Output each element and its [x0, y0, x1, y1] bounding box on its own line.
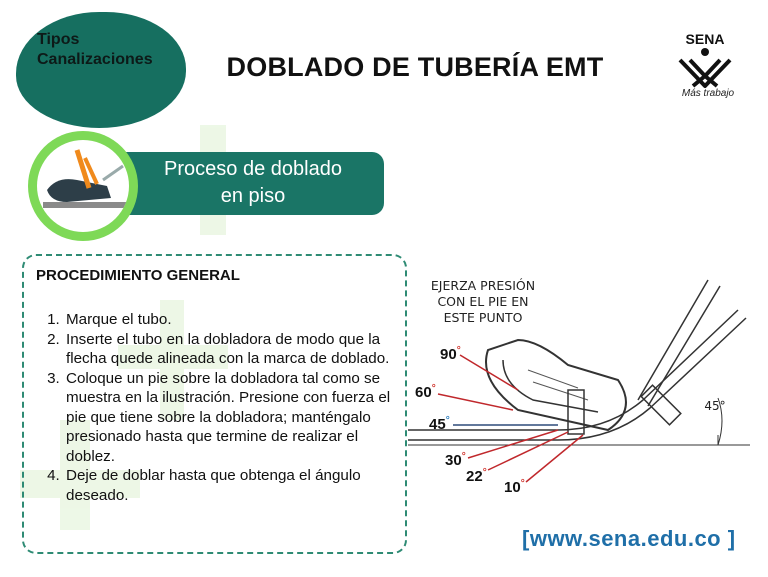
procedure-step: 4. Deje de doblar hasta que obtenga el ángulo deseado.	[64, 466, 400, 505]
diagram-caption-line2: CON EL PIE EN	[437, 294, 529, 309]
degree-marker: °	[456, 345, 461, 356]
icon-ring-inner	[37, 140, 129, 232]
angle-label-10	[504, 479, 525, 496]
angle-value: 10	[504, 479, 521, 496]
degree-marker: °	[482, 467, 487, 478]
procedure-step: 1. Marque el tubo.	[64, 310, 400, 330]
svg-text:SENA: SENA	[685, 31, 725, 47]
section-banner-line2: en piso	[220, 185, 286, 207]
section-banner-line1: Proceso de doblado	[164, 158, 342, 180]
angle-label-30	[445, 452, 466, 469]
angle-value: 60	[415, 384, 432, 401]
procedure-content	[36, 262, 400, 540]
degree-marker: °	[461, 451, 466, 462]
procedure-step: 2. Inserte el tubo en la dobladora de modo que la flecha quede alineada con la marca de doblado.	[64, 330, 400, 369]
section-tag	[37, 30, 153, 70]
section-tag-line2: Canalizaciones	[37, 51, 153, 68]
angle-value: 22	[466, 468, 483, 485]
procedure-step: 3. Coloque un pie sobre la dobladora tal como se muestra en la ilustración. Presione con fuerza el pie que tiene sobre la dobladora; manténgalo presionado hasta que termine de realizar el doblez.	[64, 369, 400, 467]
angle-label-45	[429, 416, 450, 433]
section-tag-line1: Tipos	[37, 31, 80, 48]
procedure-title: PROCEDIMIENTO GENERAL	[36, 267, 240, 284]
diagram-angle-45: 45°	[704, 399, 726, 413]
page-title: DOBLADO DE TUBERÍA EMT	[226, 52, 604, 82]
procedure-steps	[36, 310, 400, 505]
diagram-caption-line1: EJERZA PRESIÓN	[430, 278, 536, 293]
angle-value: 45	[429, 416, 446, 433]
diagram-caption	[418, 278, 548, 326]
degree-marker: °	[445, 415, 450, 426]
angle-label-90	[440, 346, 461, 363]
logo-tagline: Más trabajo	[681, 88, 735, 99]
diagram-caption-line3: ESTE PUNTO	[443, 310, 523, 325]
degree-marker: °	[431, 383, 436, 394]
section-banner-text	[128, 156, 378, 210]
pipe-bender-icon	[37, 140, 129, 232]
angle-label-60	[415, 384, 436, 401]
angle-value: 30	[445, 452, 462, 469]
degree-marker: °	[520, 478, 525, 489]
angle-label-22	[466, 468, 487, 485]
angle-value: 90	[440, 346, 457, 363]
footer-url[interactable]: [www.sena.edu.co ]	[522, 526, 736, 551]
